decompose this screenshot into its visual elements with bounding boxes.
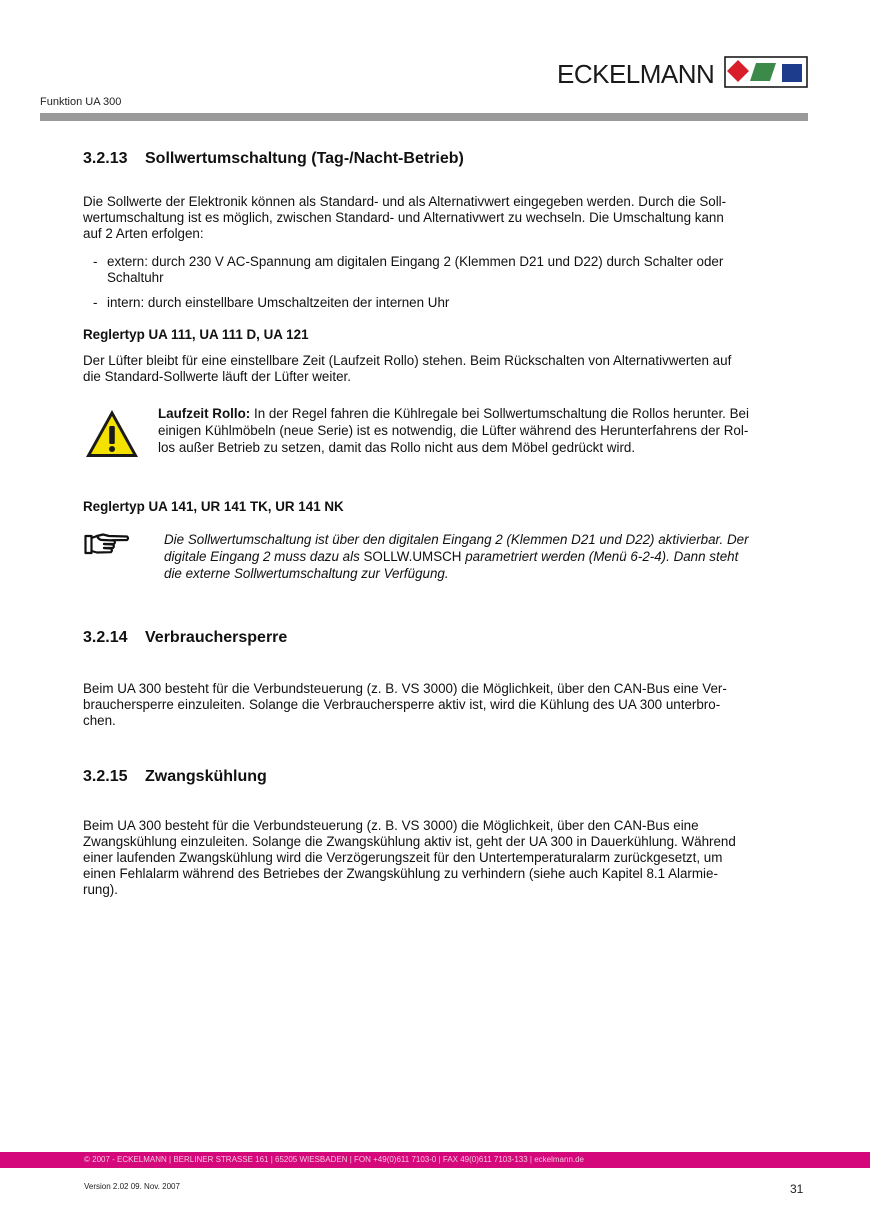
section-heading-3-2-15 — [83, 767, 267, 787]
header-rule — [40, 113, 808, 121]
text-line: los außer Betrieb zu setzen, damit das Rollo nicht aus dem Möbel gedrückt wird. — [158, 440, 636, 455]
hint-note — [164, 531, 806, 582]
text-line: digitale Eingang 2 muss dazu als — [164, 549, 364, 564]
bullet-line: extern: durch 230 V AC-Spannung am digitalen Eingang 2 (Klemmen D21 und D22) durch Schalter oder — [107, 254, 724, 269]
text-line: wertumschaltung ist es möglich, zwischen Standard- und Alternativwert zu wechseln. Die Umschaltung kann — [83, 210, 724, 225]
version-info: Version 2.02 09. Nov. 2007 — [84, 1182, 180, 1191]
text-line: Die Sollwerte der Elektronik können als Standard- und als Alternativwert eingegeben werden. Durch die Soll- — [83, 194, 727, 209]
text-line: brauchersperre einzuleiten. Solange die Verbrauchersperre aktiv ist, wird die Kühlung des UA 300 unterbro- — [83, 697, 721, 712]
section-title: Verbrauchersperre — [145, 629, 288, 646]
bullet-dash: - — [93, 254, 98, 269]
section-heading-3-2-14 — [83, 628, 287, 648]
text-line: In der Regel fahren die Kühlregale bei Sollwertumschaltung die Rollos herunter. Bei — [250, 406, 749, 421]
text-line: die Standard-Sollwerte läuft der Lüfter weiter. — [83, 369, 351, 384]
logo-red-diamond — [727, 60, 749, 82]
text-line: rung). — [83, 882, 118, 897]
subheading: Reglertyp UA 141, UR 141 TK, UR 141 NK — [83, 499, 344, 514]
page-number: 31 — [790, 1182, 804, 1196]
text-line: die externe Sollwertumschaltung zur Verfügung. — [164, 566, 449, 581]
text-line: Beim UA 300 besteht für die Verbundsteuerung (z. B. VS 3000) die Möglichkeit, über den CAN-Bus eine — [83, 818, 699, 833]
bullet-item — [93, 254, 805, 286]
paragraph — [83, 681, 805, 729]
bullet-line: intern: durch einstellbare Umschaltzeiten der internen Uhr — [107, 295, 450, 310]
footer-copyright: © 2007 - ECKELMANN | BERLINER STRASSE 161 | 65205 WIESBADEN | FON +49(0)611 7103-0 | FAX 49(0)611 7103-133 | eckelmann.de — [84, 1155, 585, 1164]
text-line: Der Lüfter bleibt für eine einstellbare Zeit (Laufzeit Rollo) stehen. Beim Rückschalten von Alternativwerten auf — [83, 353, 732, 368]
paragraph — [83, 818, 805, 898]
section-number: 3.2.13 — [83, 150, 128, 167]
text-line: einer laufenden Zwangskühlung wird die Verzögerungszeit für den Untertemperaturalarm zurückgesetzt, um — [83, 850, 723, 865]
warning-label: Laufzeit Rollo: — [158, 406, 251, 421]
section-intro — [83, 194, 805, 242]
logo-green-parallelogram — [750, 63, 776, 81]
text-line: chen. — [83, 713, 116, 728]
warning-icon — [84, 408, 140, 460]
brand-logo-text: ECKELMANN — [557, 59, 715, 89]
subheading: Reglertyp UA 111, UA 111 D, UA 121 — [83, 327, 309, 342]
text-line: auf 2 Arten erfolgen: — [83, 226, 204, 241]
warning-note — [158, 405, 806, 456]
logo-blue-square — [782, 64, 802, 82]
brand-logo-mark — [724, 56, 808, 88]
text-line: einigen Kühlmöbeln (neue Serie) ist es notwendig, die Lüfter während des Herunterfahrens der Rol- — [158, 423, 749, 438]
text-line: Die Sollwertumschaltung ist über den digitalen Eingang 2 (Klemmen D21 und D22) aktivierbar. Der — [164, 532, 749, 547]
section-heading-3-2-13 — [83, 149, 464, 169]
text-line: parametriert werden (Menü 6-2-4). Dann steht — [461, 549, 739, 564]
bullet-line: Schaltuhr — [107, 270, 164, 285]
section-title: Sollwertumschaltung (Tag-/Nacht-Betrieb) — [145, 150, 464, 167]
section-label: Funktion UA 300 — [40, 96, 122, 108]
parameter-name: SOLLW.UMSCH — [363, 549, 462, 564]
section-number: 3.2.14 — [83, 629, 128, 646]
text-line: Beim UA 300 besteht für die Verbundsteuerung (z. B. VS 3000) die Möglichkeit, über den CAN-Bus eine Ver- — [83, 681, 727, 696]
section-title: Zwangskühlung — [145, 768, 267, 785]
bullet-dash: - — [93, 295, 98, 310]
section-number: 3.2.15 — [83, 768, 128, 785]
bullet-item — [93, 295, 805, 311]
text-line: Zwangskühlung einzuleiten. Solange die Zwangskühlung aktiv ist, geht der UA 300 in Dauerkühlung. Während — [83, 834, 736, 849]
pointing-hand-icon — [84, 532, 130, 556]
paragraph — [83, 353, 805, 385]
text-line: einen Fehlalarm während des Betriebes der Zwangskühlung zu verhindern (siehe auch Kapitel 8.1 Alarmie- — [83, 866, 718, 881]
